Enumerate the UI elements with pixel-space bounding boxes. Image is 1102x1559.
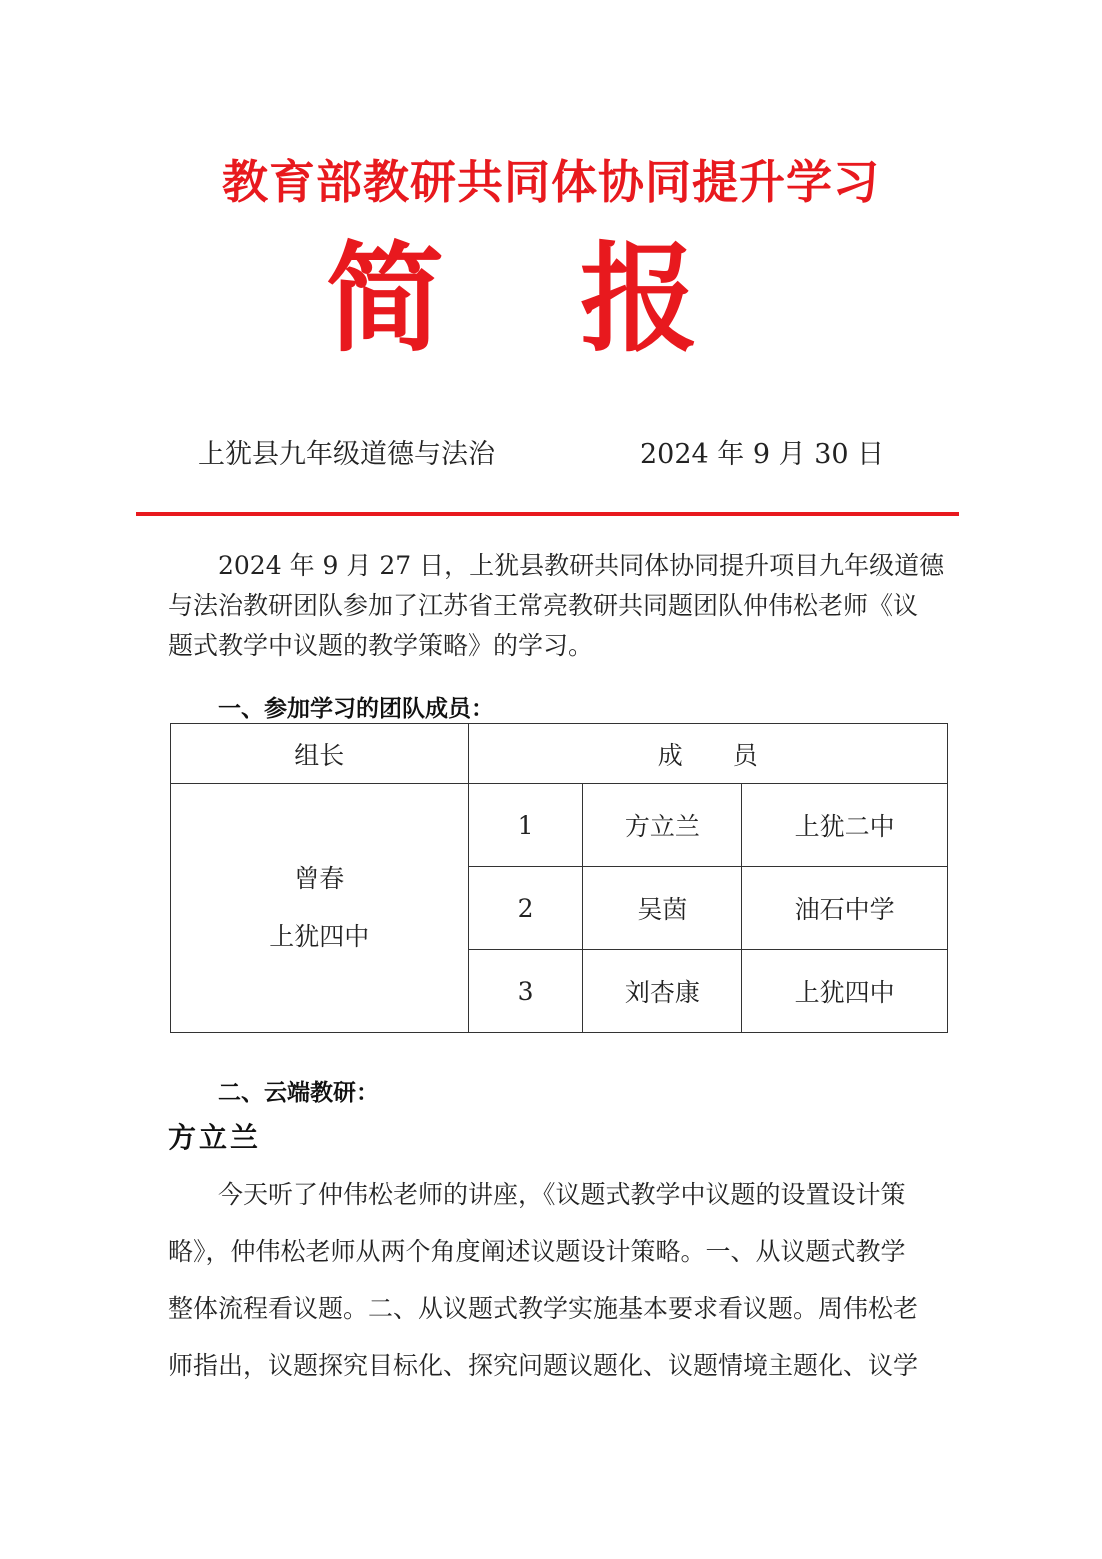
intro-line: 题式教学中议题的教学策略》的学习。 xyxy=(168,631,594,660)
member-number: 2 xyxy=(468,867,583,950)
member-number: 1 xyxy=(468,784,583,867)
reflection-line: 今天听了仲伟松老师的讲座，《议题式教学中议题的设置设计策 xyxy=(218,1180,906,1209)
member-name: 吴茵 xyxy=(583,867,742,950)
table-row xyxy=(171,784,948,867)
member-school: 上犹四中 xyxy=(742,950,948,1033)
intro-line: 与法治教研团队参加了江苏省王常亮教研共同题团队仲伟松老师《议 xyxy=(168,591,919,620)
table-header-row xyxy=(171,724,948,784)
organization-label: 上犹县九年级道德与法治 xyxy=(198,439,495,470)
reflection-paragraph xyxy=(168,1166,938,1394)
header-members: 成 员 xyxy=(468,724,947,784)
header-leader: 组长 xyxy=(171,724,469,784)
intro-paragraph xyxy=(168,546,945,666)
member-name: 刘杏康 xyxy=(583,950,742,1033)
author-heading: 方立兰 xyxy=(168,1121,262,1154)
intro-line: 2024 年 9 月 27 日，上犹县教研共同体协同提升项目九年级道德 xyxy=(218,551,945,580)
red-divider xyxy=(136,512,959,516)
brief-char-2: 报 xyxy=(580,229,699,368)
member-school: 上犹二中 xyxy=(742,784,948,867)
leader-name: 曾春 xyxy=(294,864,345,893)
document-title: 教育部教研共同体协同提升学习 xyxy=(222,155,880,209)
reflection-line: 师指出，议题探究目标化、探究问题议题化、议题情境主题化、议学 xyxy=(168,1351,919,1380)
issue-date: 2024 年 9 月 30 日 xyxy=(640,439,885,470)
leader-school: 上犹四中 xyxy=(269,922,370,951)
reflection-line: 整体流程看议题。二、从议题式教学实施基本要求看议题。周伟松老 xyxy=(168,1294,919,1323)
reflection-line: 略》，仲伟松老师从两个角度阐述议题设计策略。一、从议题式教学 xyxy=(168,1237,906,1266)
brief-char-1: 简 xyxy=(326,229,445,368)
member-school: 油石中学 xyxy=(742,867,948,950)
member-name: 方立兰 xyxy=(583,784,742,867)
team-members-table xyxy=(170,723,948,1033)
section-heading-cloud: 二、云端教研： xyxy=(218,1080,379,1106)
member-number: 3 xyxy=(468,950,583,1033)
section-heading-members: 一、参加学习的团队成员： xyxy=(218,696,494,722)
leader-cell xyxy=(171,784,469,1033)
